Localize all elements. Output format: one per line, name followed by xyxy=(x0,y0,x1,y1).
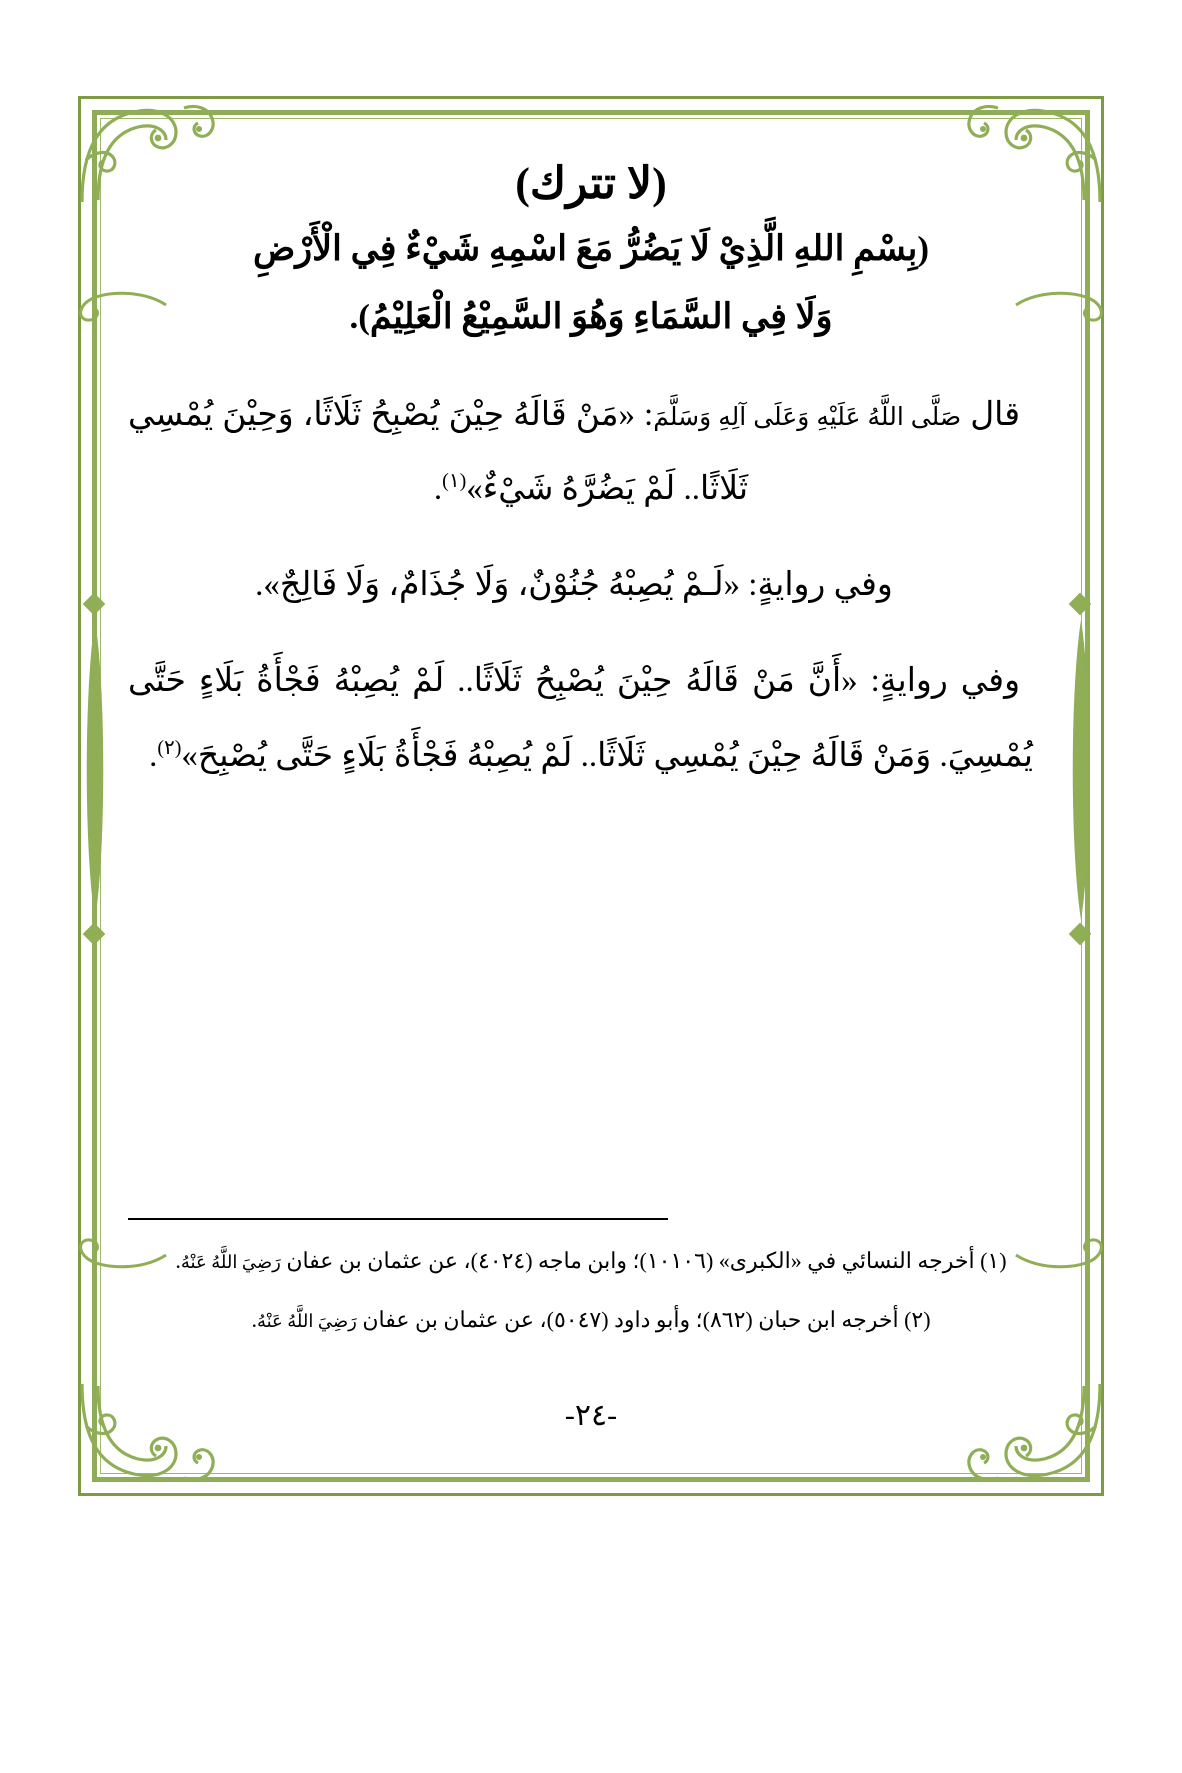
footnote-separator-rule xyxy=(128,1218,668,1220)
dua-line-1: (بِسْمِ اللهِ الَّذِيْ لَا يَضُرُّ مَعَ اسْمِهِ شَيْءٌ فِي الْأَرْضِ xyxy=(252,229,930,268)
footnote-ref-2[interactable]: (٢) xyxy=(157,736,182,759)
hadith-1-honorific: صَلَّى اللَّهُ عَلَيْهِ وَعَلَى آلِهِ وَسَلَّمَ xyxy=(653,403,962,431)
hadith-paragraph-2 xyxy=(128,548,1054,622)
hadith-paragraph-3 xyxy=(128,644,1054,793)
hadith-paragraph-1 xyxy=(128,378,1054,527)
footnote-1-honorific: رَضِيَ اللَّهُ عَنْهُ xyxy=(180,1252,281,1272)
footnote-item-1 xyxy=(128,1240,1054,1283)
page-content xyxy=(128,140,1054,1440)
footnote-ref-1[interactable]: (١) xyxy=(442,469,467,492)
hadith-1-tail: . xyxy=(433,470,443,507)
footnote-1-text: أخرجه النسائي في «الكبرى» (١٠١٠٦)؛ وابن ماجه (٤٠٢٤)، عن عثمان بن عفان xyxy=(286,1248,975,1273)
hadith-3-lead: وفي روايةٍ xyxy=(879,663,1021,700)
hadith-2-tail: . xyxy=(255,567,264,603)
hadith-2-text: : «لَـمْ يُصِبْهُ جُنُوْنٌ، وَلَا جُذَامٌ، وَلَا فَالِجٌ» xyxy=(263,567,758,603)
hadith-1-text: : «مَنْ قَالَهُ حِيْنَ يُصْبِحُ ثَلَاثًا، وَحِيْنَ يُمْسِي ثَلَاثًا.. لَمْ يَضُرَّهُ شَيْءٌ» xyxy=(128,396,749,507)
footnote-2-text: أخرجه ابن حبان (٨٦٢)؛ وأبو داود (٥٠٤٧)، عن عثمان بن عفان xyxy=(362,1306,899,1332)
rail-leaf-left-icon xyxy=(82,620,108,920)
hadith-3-text: : «أَنَّ مَنْ قَالَهُ حِيْنَ يُصْبِحُ ثَلَاثًا.. لَمْ يُصِبْهُ فَجْأَةُ بَلَاءٍ حَتَّى يُمْسِيَ. وَمَنْ قَالَهُ حِيْنَ يُمْسِي ثَلَاثًا.. لَمْ يُصِبْهُ فَجْأَةُ بَلَاءٍ حَتَّى يُصْبِحَ» xyxy=(128,663,1033,774)
footnote-1-tail: . xyxy=(175,1248,181,1273)
hadith-3-tail: . xyxy=(149,737,158,774)
footnote-2-honorific: رَضِيَ اللَّهُ عَنْهُ xyxy=(256,1310,357,1331)
page-title: (لا تترك) xyxy=(515,159,667,208)
footnote-item-2 xyxy=(128,1299,1054,1342)
footnotes-section xyxy=(128,1240,1054,1358)
hadith-1-lead: قال xyxy=(970,396,1021,433)
rail-leaf-right-icon xyxy=(1068,620,1094,920)
footnote-2-marker: (٢) xyxy=(904,1306,931,1332)
dua-block xyxy=(138,215,1044,352)
dua-line-2: وَلَا فِي السَّمَاءِ وَهُوَ السَّمِيْعُ الْعَلِيْمُ). xyxy=(349,297,833,337)
footnote-2-tail: . xyxy=(251,1306,257,1332)
page-number: -٢٤- xyxy=(564,1399,618,1432)
footnote-1-marker: (١) xyxy=(980,1248,1007,1273)
hadith-2-lead: وفي روايةٍ xyxy=(757,567,893,603)
